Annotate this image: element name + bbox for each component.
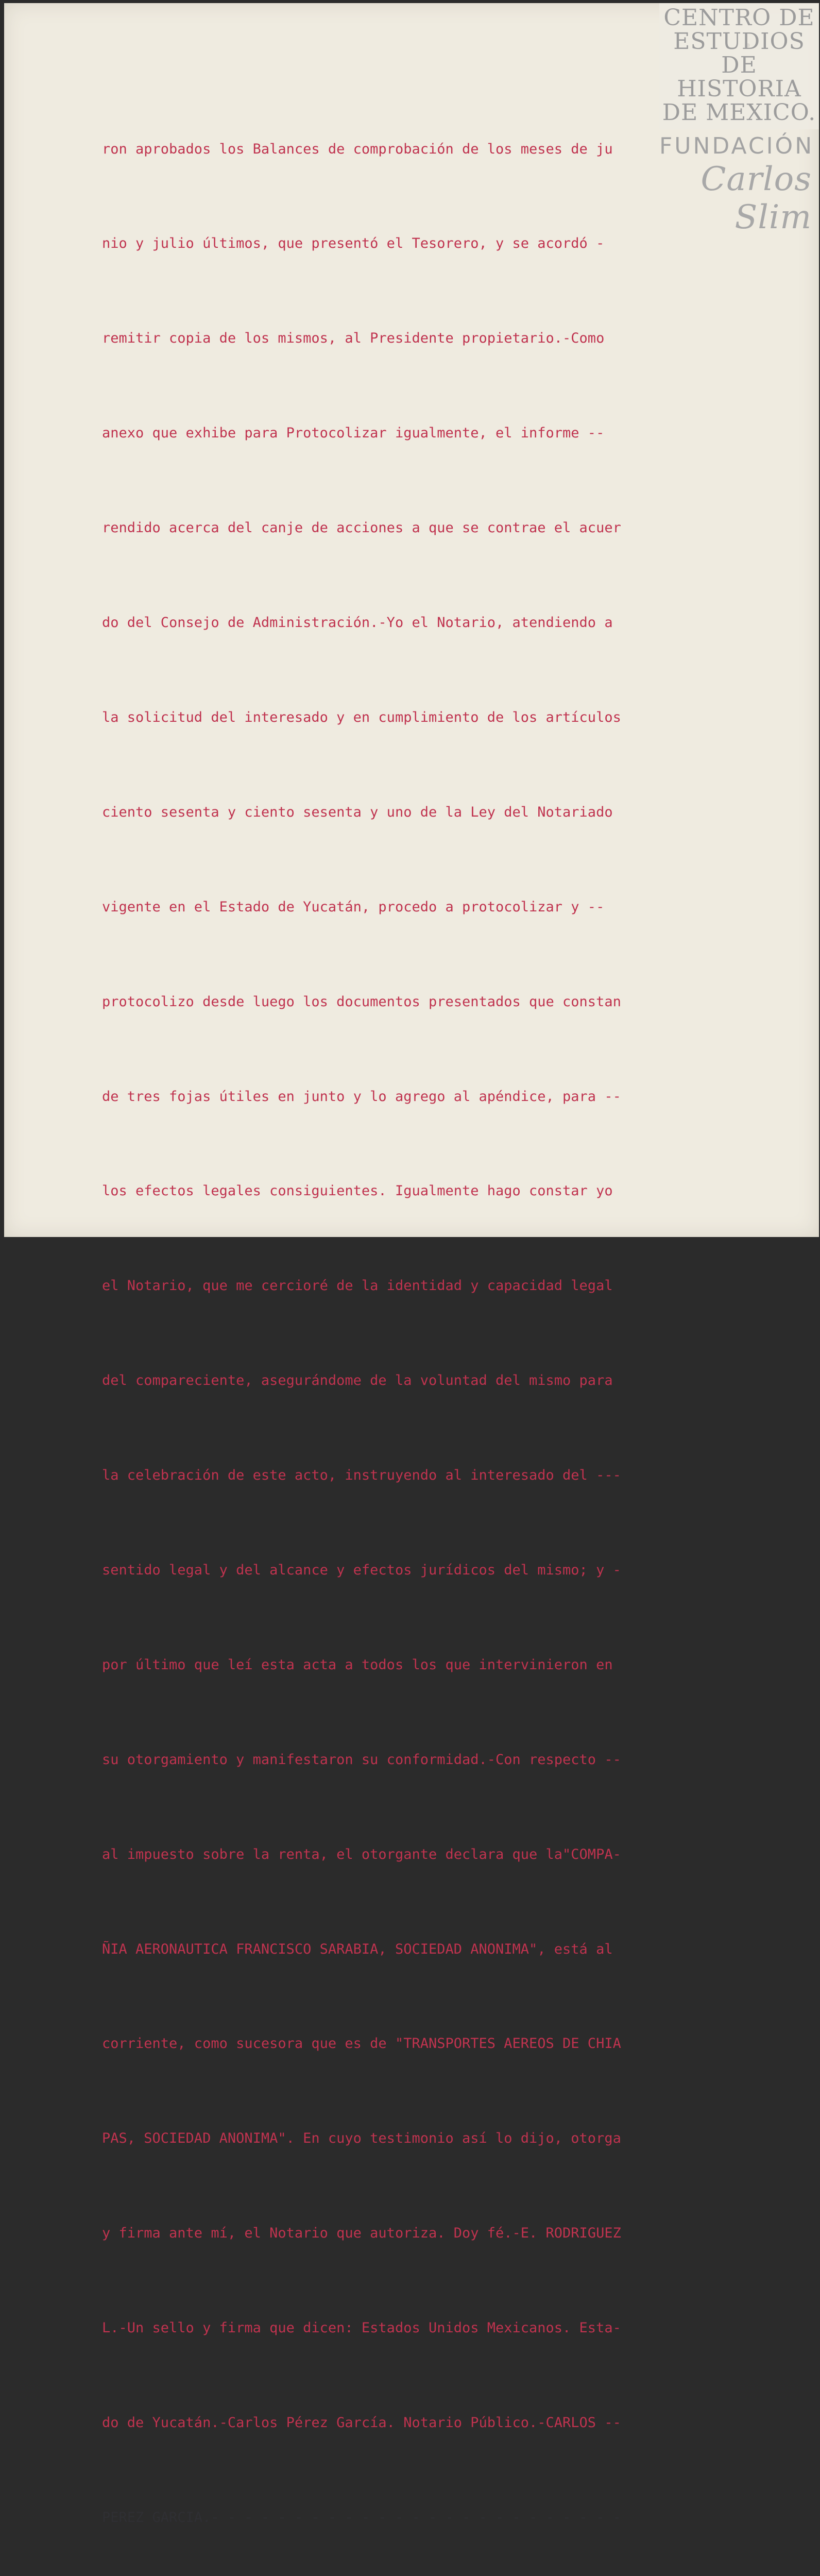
text-line: ÑIA AERONAUTICA FRANCISCO SARABIA, SOCIEDAD ANONIMA", está al bbox=[102, 1941, 613, 1957]
text-line: vigente en el Estado de Yucatán, procedo a protocolizar y -- bbox=[102, 899, 605, 915]
text-line: do de Yucatán.-Carlos Pérez García. Notario Público.-CARLOS -- bbox=[102, 2414, 621, 2431]
text-line: por último que leí esta acta a todos los que intervinieron en bbox=[102, 1656, 613, 1673]
text-line: y firma ante mí, el Notario que autoriza. Doy fé.-E. RODRIGUEZ bbox=[102, 2225, 621, 2242]
watermark-fundacion: FUNDACIÓN bbox=[659, 133, 814, 159]
text-line: del compareciente, asegurándome de la voluntad del mismo para bbox=[102, 1372, 613, 1389]
watermark-line-2: ESTUDIOS bbox=[673, 28, 805, 55]
text-line: ciento sesenta y ciento sesenta y uno de la Ley del Notariado bbox=[102, 804, 613, 820]
text-line: protocolizo desde luego los documentos presentados que constan bbox=[102, 993, 621, 1010]
typed-text-body bbox=[102, 70, 720, 2576]
text-line: PAS, SOCIEDAD ANONIMA". En cuyo testimonio así lo dijo, otorga bbox=[102, 2130, 621, 2147]
text-line: su otorgamiento y manifestaron su conformidad.-Con respecto -- bbox=[102, 1751, 621, 1768]
text-line: al impuesto sobre la renta, el otorgante declara que la"COMPA- bbox=[102, 1846, 621, 1862]
text-line: sentido legal y del alcance y efectos jurídicos del mismo; y - bbox=[102, 1562, 621, 1578]
text-line: la celebración de este acto, instruyendo al interesado del --- bbox=[102, 1467, 621, 1484]
text-line: anexo que exhibe para Protocolizar igualmente, el informe -- bbox=[102, 425, 605, 442]
text-line: ron aprobados los Balances de comprobación de los meses de ju bbox=[102, 141, 613, 157]
text-line: remitir copia de los mismos, al Presidente propietario.-Como bbox=[102, 330, 605, 347]
text-line: rendido acerca del canje de acciones a que se contrae el acuer bbox=[102, 520, 621, 536]
text-line: L.-Un sello y firma que dicen: Estados Unidos Mexicanos. Esta- bbox=[102, 2320, 621, 2336]
text-line: corriente, como sucesora que es de "TRANSPORTES AEREOS DE CHIA bbox=[102, 2036, 621, 2052]
watermark-line-3: DE HISTORIA bbox=[677, 52, 801, 102]
text-line: los efectos legales consiguientes. Igualmente hago constar yo bbox=[102, 1183, 613, 1199]
text-line: la solicitud del interesado y en cumplimiento de los artículos bbox=[102, 709, 621, 725]
text-line: de tres fojas útiles en junto y lo agrego al apéndice, para -- bbox=[102, 1088, 621, 1105]
text-line: nio y julio últimos, que presentó el Tesorero, y se acordó - bbox=[102, 235, 605, 252]
watermark-signature: Carlos Slim bbox=[701, 160, 812, 236]
text-line: PEREZ GARCIA.- - - - - - - - - - - - - - - - - - - - - - - - - bbox=[102, 2509, 621, 2526]
watermark-line-4: DE MEXICO. bbox=[662, 99, 816, 126]
document-page bbox=[4, 3, 819, 2526]
text-line: el Notario, que me cercioré de la identidad y capacidad legal bbox=[102, 1278, 613, 1294]
watermark-line-1: CENTRO DE bbox=[663, 5, 815, 31]
text-line: do del Consejo de Administración.-Yo el Notario, atendiendo a bbox=[102, 615, 613, 631]
